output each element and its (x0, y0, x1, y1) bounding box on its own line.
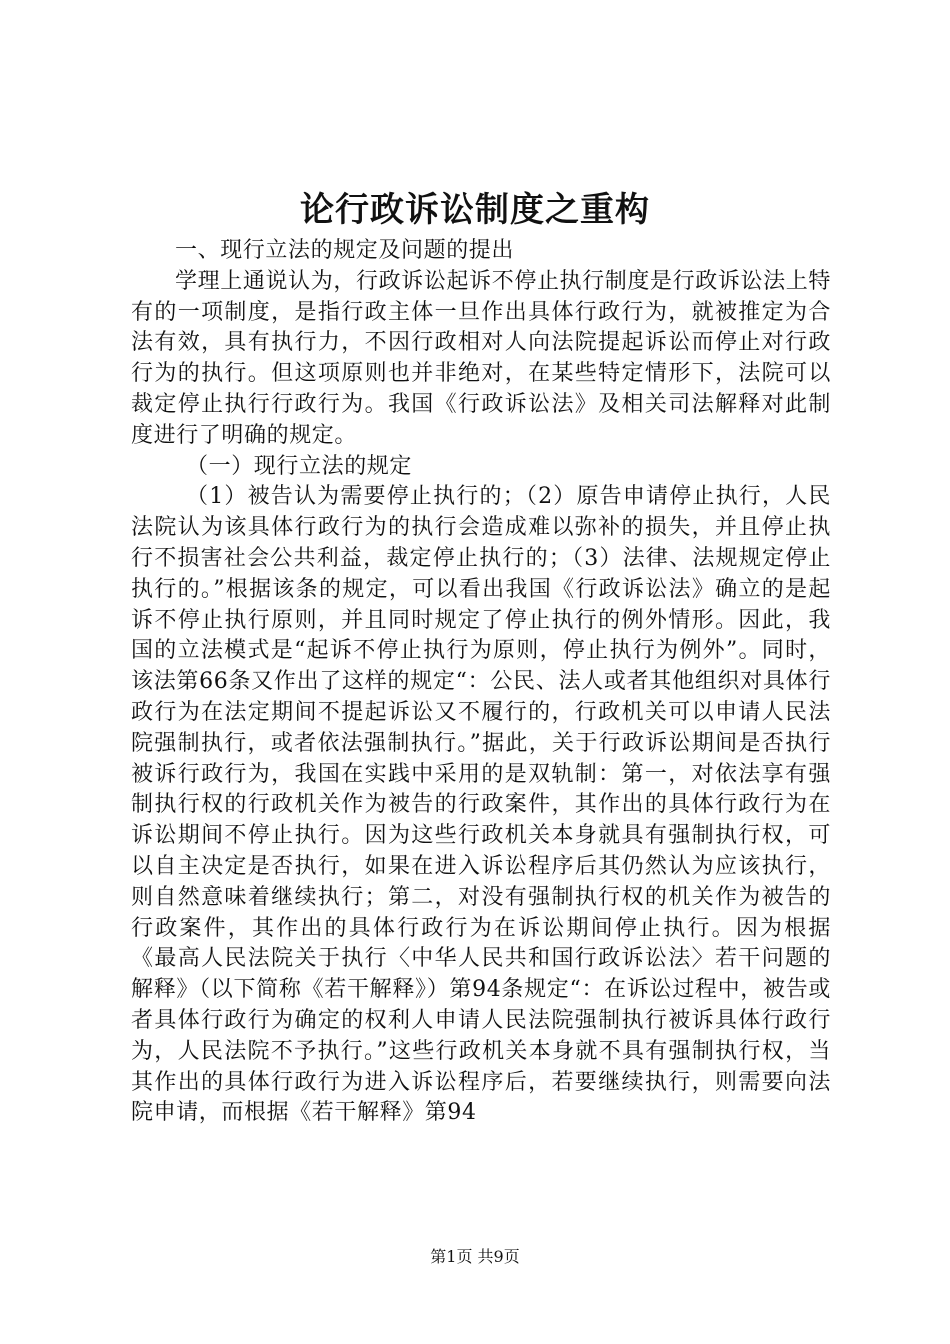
page-title: 论行政诉讼制度之重构 (300, 190, 650, 230)
page-number: 第1页 共9页 (430, 1247, 520, 1266)
subsection-heading: （一）现行立法的规定 (186, 453, 413, 479)
paragraph: （1）被告认为需要停止执行的；（2）原告申请停止执行，人民法院认为该具体行政行为的执行会造成难以弥补的损失，并且停止执行不损害社会公共利益，裁定停止执行的；（3）法律、法规规定停止执行的。”根据该条的规定，可以看出我国《行政诉讼法》确立的是起诉不停止执行原则，并且同时规定了停止执行的例外情形。因此，我国的立法模式是“起诉不停止执行为原则，停止执行为例外”。同时，该法第66条又作出了这样的规定“：公民、法人或者其他组织对具体行政行为在法定期间不提起诉讼又不履行的，行政机关可以申请人民法院强制执行，或者依法强制执行。”据此，关于行政诉讼期间是否执行被诉行政行为，我国在实践中采用的是双轨制：第一，对依法享有强制执行权的行政机关作为被告的行政案件，其作出的具体行政行为在诉讼期间不停止执行。因为这些行政机关本身就具有强制执行权，可以自主决定是否执行，如果在进入诉讼程序后其仍然认为应该执行，则自然意味着继续执行；第二，对没有强制执行权的机关作为被告的行政案件，其作出的具体行政行为在诉讼期间停止执行。因为根据《最高人民法院关于执行〈中华人民共和国行政诉讼法〉若干问题的解释》（以下简称《若干解释》）第94条规定“：在诉讼过程中，被告或者具体行政行为确定的权利人申请人民法院强制执行被诉具体行政行为，人民法院不予执行。”这些行政机关本身就不具有强制执行权，当其作出的具体行政行为进入诉讼程序后，若要继续执行，则需要向法院申请，而根据《若干解释》第94 (131, 484, 831, 1126)
section-heading: 一、现行立法的规定及问题的提出 (175, 238, 515, 263)
paragraph: 学理上通说认为，行政诉讼起诉不停止执行制度是行政诉讼法上特有的一项制度，是指行政主体一旦作出具体行政行为，就被推定为合法有效，具有执行力，不因行政相对人向法院提起诉讼而停止对行政行为的执行。但这项原则也并非绝对，在某些特定情形下，法院可以裁定停止执行行政行为。我国《行政诉讼法》及相关司法解释对此制度进行了明确的规定。 (131, 268, 831, 448)
document-body (131, 236, 831, 1129)
